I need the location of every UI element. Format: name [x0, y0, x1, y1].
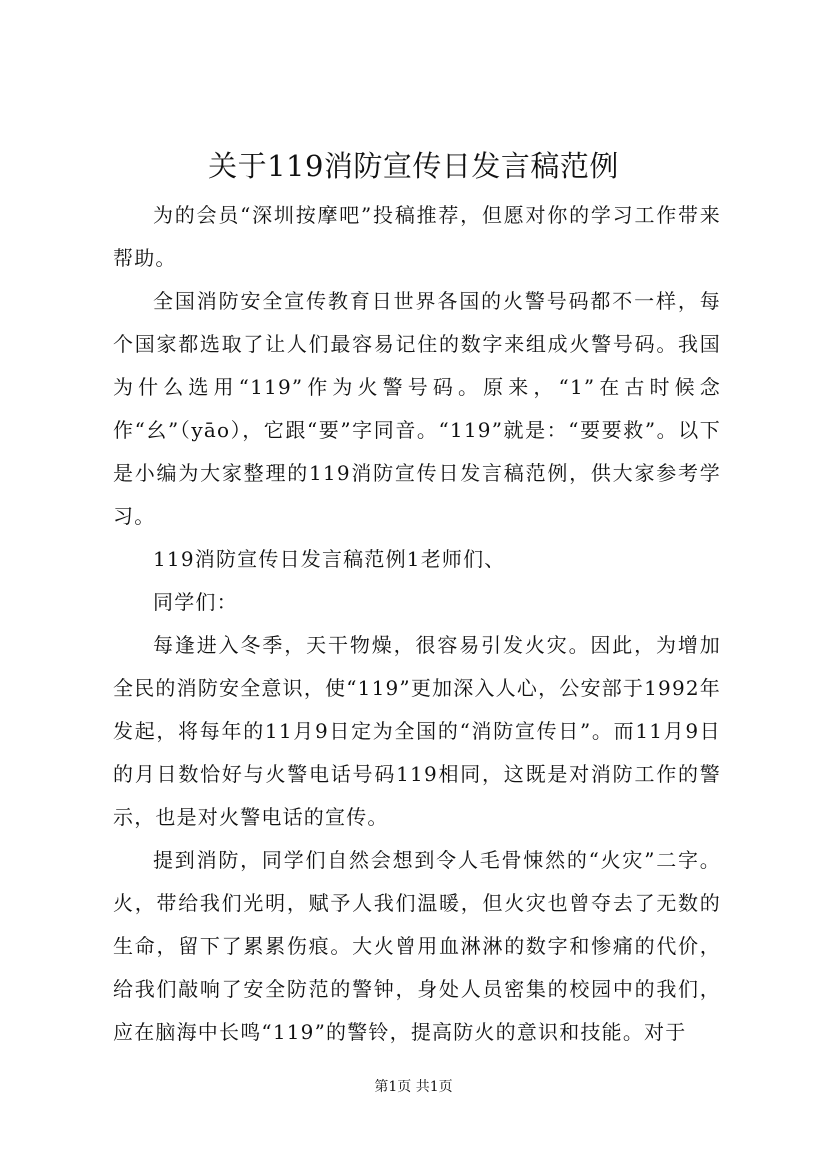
paragraph-winter-fire: 每逢进入冬季，天干物燥，很容易引发火灾。因此，为增加全民的消防安全意识，使“119”更加深入人心，公安部于1992年发起，将每年的11月9日定为全国的“消防宣传日”。而11月9日的月日数恰好与火警电话号码119相同，这既是对消防工作的警示，也是对火警电话的宣传。 — [113, 633, 721, 829]
paragraph-salutation: 同学们： — [153, 590, 238, 614]
paragraph-background: 全国消防安全宣传教育日世界各国的火警号码都不一样，每个国家都选取了让人们最容易记住的数字来组成火警号码。我国为什么选用“119”作为火警号码。原来，“1”在古时候念作“幺”（yāo），它跟“要”字同音。“119”就是：“要要救”。以下是小编为大家整理的119消防宣传日发言稿范例，供大家参考学习。 — [113, 289, 721, 528]
page-number: 第1页 共1页 — [374, 1079, 453, 1095]
paragraph-intro: 为的会员“深圳按摩吧”投稿推荐，但愿对你的学习工作带来帮助。 — [113, 203, 721, 270]
paragraph-example-heading: 119消防宣传日发言稿范例1老师们、 — [153, 547, 506, 571]
document-body — [113, 194, 721, 1054]
document-title: 关于119消防宣传日发言稿范例 — [208, 149, 619, 183]
paragraph-fire-awareness: 提到消防，同学们自然会想到令人毛骨悚然的“火灾”二字。火，带给我们光明，赋予人我们温暖，但火灾也曾夺去了无数的生命，留下了累累伤痕。大火曾用血淋淋的数字和惨痛的代价，给我们敲响了安全防范的警钟，身处人员密集的校园中的我们，应在脑海中长鸣“119”的警铃，提高防火的意识和技能。对于 — [113, 848, 721, 1044]
